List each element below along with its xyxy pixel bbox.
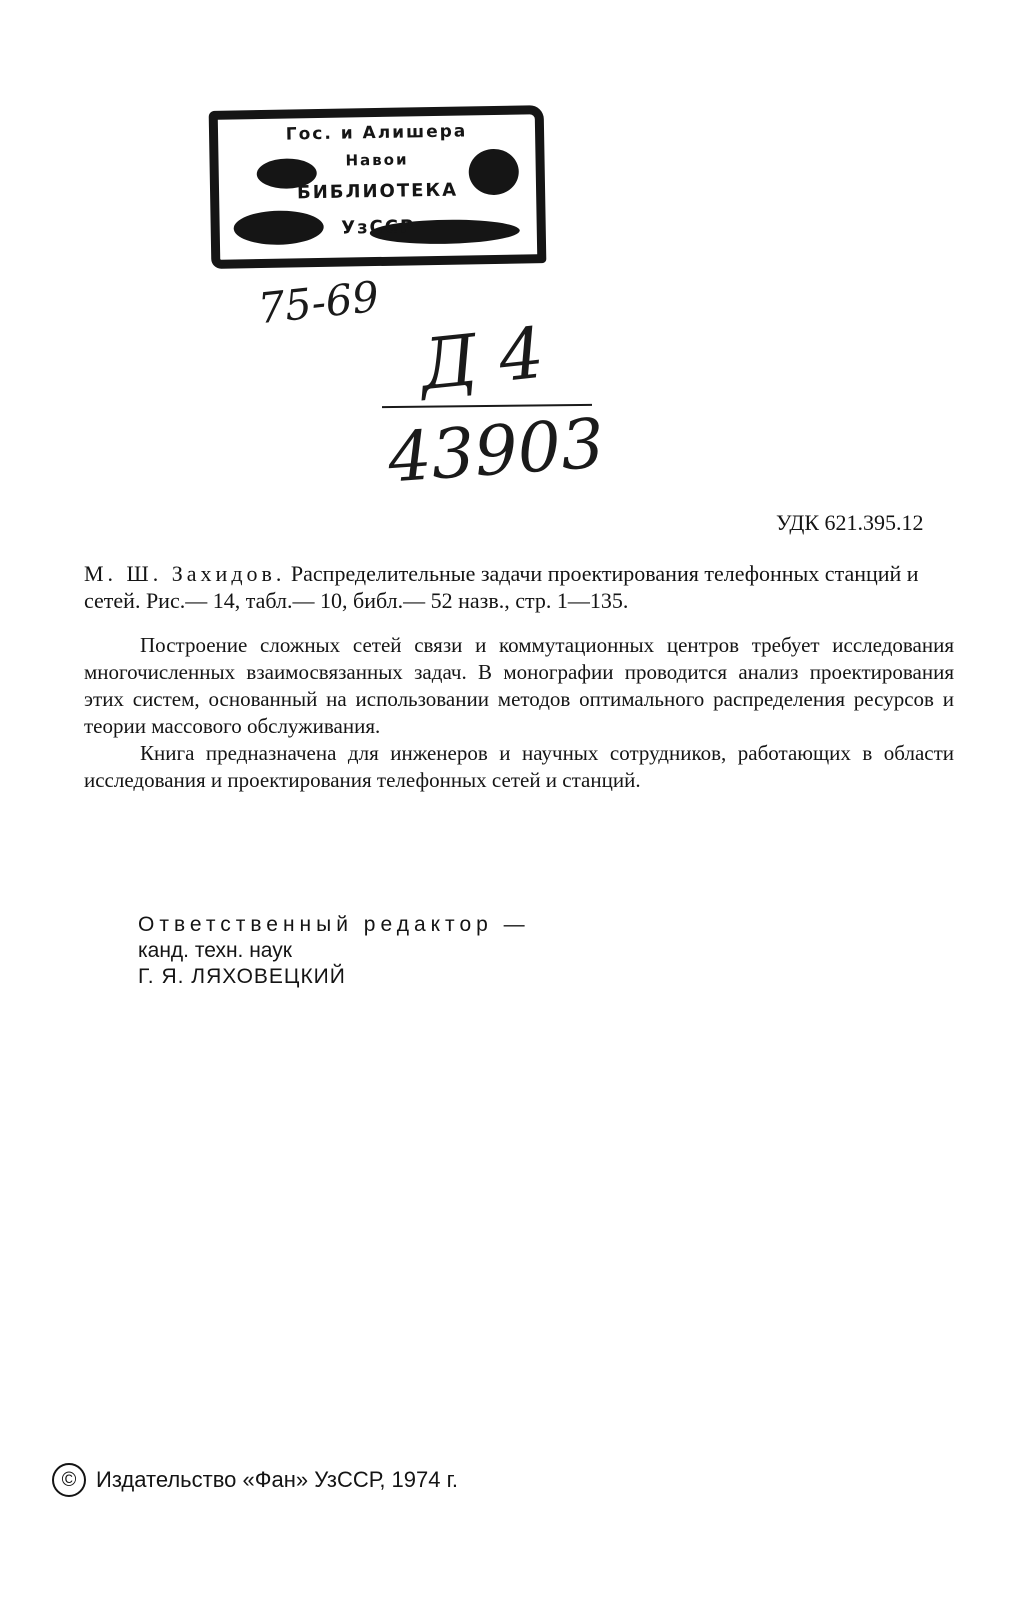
reference-text: Распределительные задачи проектирования телефонных станций и сетей. Рис.— 14, табл.— 10, библ.— 52 назв., стр. 1—135. bbox=[84, 561, 919, 613]
library-stamp bbox=[209, 105, 547, 269]
publisher-line bbox=[52, 1463, 458, 1497]
stamp-line-2: Навои bbox=[345, 150, 409, 170]
call-number: 43903 bbox=[385, 404, 607, 499]
editor-degree: канд. техн. наук bbox=[138, 939, 292, 962]
copyright-icon: © bbox=[52, 1463, 86, 1497]
abstract-paragraph-1: Построение сложных сетей связи и коммутационных центров требует исследования многочисленных взаимосвязанных задач. В монографии проводится анализ проектирования этих систем, основанный на использовании методов оптимального распределения ресурсов и теории массового обслуживания. bbox=[84, 633, 954, 738]
bibliographic-reference bbox=[84, 560, 954, 614]
shelf-mark: Д 4 bbox=[416, 311, 548, 407]
stamp-line-3: БИБЛИОТЕКА bbox=[296, 179, 459, 204]
stamp-line-4: УзССР bbox=[341, 216, 416, 239]
editor-name: Г. Я. ЛЯХОВЕЦКИЙ bbox=[138, 965, 346, 988]
editor-block bbox=[138, 912, 530, 990]
reference-author: М. Ш. Захидов. bbox=[84, 561, 286, 586]
udk-code: УДК 621.395.12 bbox=[776, 510, 924, 535]
abstract bbox=[84, 632, 954, 794]
editor-role: Ответственный редактор — bbox=[138, 913, 530, 936]
inventory-number: 75-69 bbox=[255, 271, 382, 334]
abstract-paragraph-2: Книга предназначена для инженеров и научных сотрудников, работающих в области исследования и проектирования телефонных сетей и станций. bbox=[84, 741, 954, 792]
publisher-text: Издательство «Фан» УзССР, 1974 г. bbox=[96, 1467, 459, 1492]
stamp-line-1: Гос. и Алишера bbox=[285, 121, 468, 145]
